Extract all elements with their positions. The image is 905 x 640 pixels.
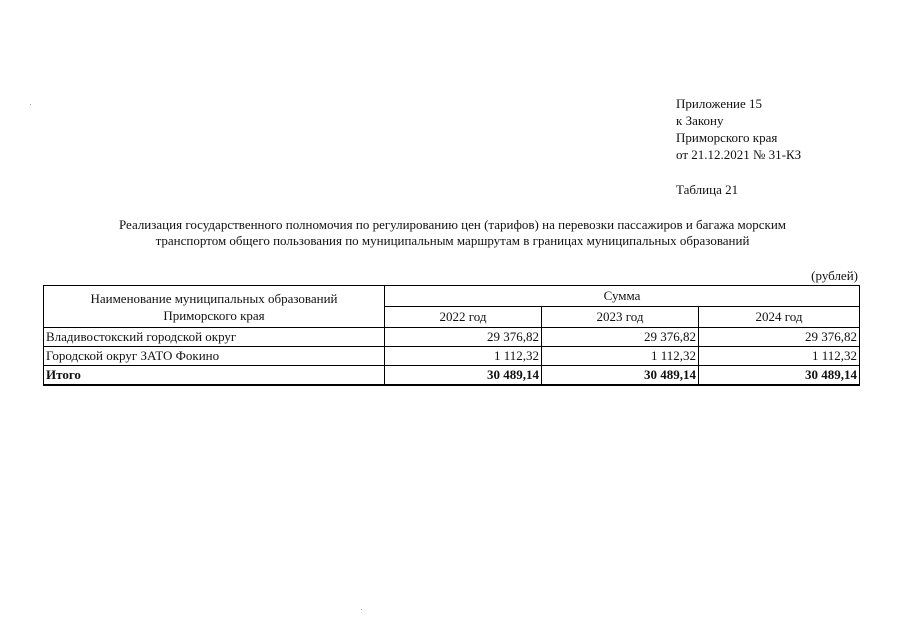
total-amount-cell: 30 489,14 [542,366,699,386]
name-column-header [44,286,385,328]
table-number: Таблица 21 [676,182,739,197]
total-row [44,366,860,386]
appendix-line: Приложение 15 [676,96,763,111]
appendix-block [676,95,801,163]
year-header: 2024 год [699,307,860,328]
table-row [44,328,860,347]
amount-cell: 29 376,82 [542,328,699,347]
amount-cell: 1 112,32 [542,347,699,366]
table-header-row [44,286,860,307]
table-row [44,347,860,366]
budget-table [43,285,860,386]
total-amount-cell: 30 489,14 [385,366,542,386]
amount-cell: 1 112,32 [385,347,542,366]
appendix-line: Приморского края [676,130,778,145]
appendix-line: от 21.12.2021 № 31-КЗ [676,147,802,162]
name-header-line: Наименование муниципальных образований [90,290,338,306]
units-label: (рублей) [811,268,858,283]
year-header: 2023 год [542,307,699,328]
amount-cell: 29 376,82 [699,328,860,347]
municipality-name: Владивостокский городской округ [44,328,385,347]
scan-speck [30,104,31,105]
total-amount-cell: 30 489,14 [699,366,860,386]
municipality-name: Городской округ ЗАТО Фокино [44,347,385,366]
document-title-line: Реализация государственного полномочия по регулированию цен (тарифов) на перевозки пассажиров и багажа морским [118,217,787,232]
document-title [40,217,865,249]
amount-cell: 29 376,82 [385,328,542,347]
year-header: 2022 год [385,307,542,328]
amount-cell: 1 112,32 [699,347,860,366]
scan-speck [361,609,362,610]
total-label: Итого [44,366,385,386]
name-header-line: Приморского края [163,307,265,323]
sum-column-header: Сумма [385,286,860,307]
document-title-line: транспортом общего пользования по муниципальным маршрутам в границах муниципальных образований [155,233,750,248]
appendix-line: к Закону [676,113,724,128]
